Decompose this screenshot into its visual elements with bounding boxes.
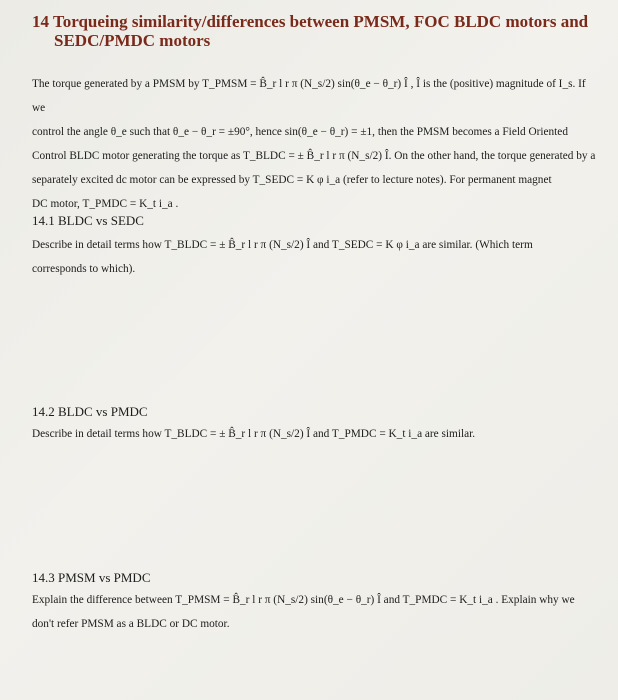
intro-line-3: Control BLDC motor generating the torque as T_BLDC = ± B̂_r l r π (N_s/2) Î. On the other hand, the torque generated by a	[32, 150, 596, 162]
intro-line-2: control the angle θ_e such that θ_e − θ_r = ±90°, hence sin(θ_e − θ_r) = ±1, then the PMSM becomes a Field Oriented	[32, 126, 568, 138]
section-title-line-2: SEDC/PMDC motors	[54, 31, 211, 50]
q3-line-1: Explain the difference between T_PMSM = B̂_r l r π (N_s/2) sin(θ_e − θ_r) Î and T_PMDC = K_t i_a . Explain why we	[32, 594, 575, 606]
q3-line-2: don't refer PMSM as a BLDC or DC motor.	[32, 618, 230, 630]
q3-heading: 14.3 PMSM vs PMDC	[32, 570, 151, 585]
q1-line-2: corresponds to which).	[32, 263, 136, 275]
intro-line-5: DC motor, T_PMDC = K_t i_a .	[32, 198, 179, 210]
intro-paragraph	[32, 72, 598, 216]
intro-line-4: separately excited dc motor can be expressed by T_SEDC = K φ i_a (refer to lecture notes). For permanent magnet	[32, 174, 552, 186]
q2-heading: 14.2 BLDC vs PMDC	[32, 404, 148, 419]
section-title-line-1: 14 Torqueing similarity/differences between PMSM, FOC BLDC motors and	[32, 12, 589, 31]
q1-line-1: Describe in detail terms how T_BLDC = ± B̂_r l r π (N_s/2) Î and T_SEDC = K φ i_a are similar. (Which term	[32, 239, 533, 251]
q1-paragraph	[32, 233, 598, 281]
q2-paragraph	[32, 422, 598, 446]
q1-heading: 14.1 BLDC vs SEDC	[32, 213, 144, 228]
section-title	[32, 12, 602, 50]
q2-line-1: Describe in detail terms how T_BLDC = ± B̂_r l r π (N_s/2) Î and T_PMDC = K_t i_a are similar.	[32, 428, 476, 440]
intro-line-1: The torque generated by a PMSM by T_PMSM = B̂_r l r π (N_s/2) sin(θ_e − θ_r) Î , Î is the (positive) magnitude of I_s. If we	[32, 78, 586, 114]
q3-paragraph	[32, 588, 598, 636]
